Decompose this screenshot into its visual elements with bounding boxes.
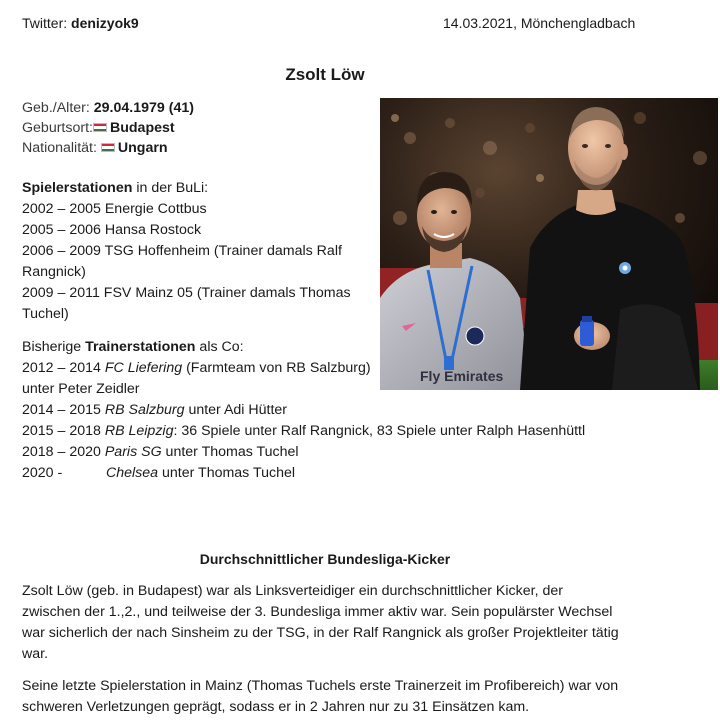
player-stations-heading — [22, 178, 367, 199]
coach-station-club: RB Salzburg — [104, 402, 185, 418]
coach-station-rest: unter Adi Hütter — [184, 402, 288, 418]
coach-station-years: 2020 - — [22, 465, 63, 481]
coach-station-rest: : 36 Spiele unter Ralf Rangnick, 83 Spiele unter Ralph Hasenhüttl — [173, 423, 586, 439]
twitter-label: Twitter: — [22, 15, 68, 31]
page-title: Zsolt Löw — [285, 65, 365, 84]
coach-station-rest: (Farmteam von RB Salzburg) unter Peter Zeidler — [22, 360, 371, 397]
birth-row — [22, 98, 194, 118]
twitter-line — [22, 14, 139, 32]
nationality-value: Ungarn — [117, 140, 168, 156]
coach-station-years: 2018 – 2020 — [22, 444, 105, 460]
player-station-item: 2005 – 2006 Hansa Rostock — [22, 222, 202, 238]
player-station-item: 2006 – 2009 TSG Hoffenheim (Trainer damals Ralf Rangnick) — [22, 243, 342, 280]
coach-station-years: 2012 – 2014 — [22, 360, 105, 376]
nationality-label: Nationalität: — [22, 140, 97, 156]
personal-info — [22, 98, 194, 158]
player-stations-heading-rest: in der BuLi: — [132, 180, 209, 196]
coach-station-rest: unter Thomas Tuchel — [161, 444, 299, 460]
nationality-row — [22, 138, 194, 158]
coach-station-club: RB Leipzig — [104, 423, 174, 439]
coach-stations-heading — [22, 337, 382, 358]
coach-station-club: Paris SG — [104, 444, 162, 460]
coaches-photo — [380, 98, 718, 390]
date-place: 14.03.2021, Mönchengladbach — [443, 15, 636, 31]
paragraph: Zsolt Löw (geb. in Budapest) war als Linksverteidiger ein durchschnittlicher Kicker, der zwischen der 1.,2., und teilweise der 3. Bundesliga immer aktiv war. Sein populärster Wechsel war sicherlich der nach Sinsheim zu der TSG, in der Ralf Rangnick als großer Projektleiter tätig war. — [22, 583, 619, 662]
coach-station-item — [22, 442, 382, 463]
birthplace-value: Budapest — [109, 120, 175, 136]
coach-heading-bold: Trainerstationen — [85, 339, 196, 355]
coach-heading-rest: als Co: — [195, 339, 244, 355]
coach-station-club: Chelsea — [106, 465, 159, 481]
coach-station-item — [22, 463, 382, 484]
coach-station-item — [22, 421, 586, 442]
paragraph: Seine letzte Spielerstation in Mainz (Thomas Tuchels erste Trainerzeit im Profibereich) war von schweren Verletzungen geprägt, sodass er in 2 Jahren nur zu 31 Einsätzen kam. — [22, 678, 619, 715]
coach-station-item — [22, 358, 382, 400]
hungary-flag-icon — [93, 123, 107, 132]
twitter-handle[interactable]: denizyok9 — [71, 15, 139, 31]
hungary-flag-icon — [101, 143, 115, 152]
player-station-item: 2002 – 2005 Energie Cottbus — [22, 201, 207, 217]
birthplace-label: Geburtsort: — [22, 120, 93, 136]
coach-heading-pre: Bisherige — [22, 339, 86, 355]
section-subtitle: Durchschnittlicher Bundesliga-Kicker — [199, 551, 451, 567]
birthplace-row — [22, 118, 194, 138]
player-stations-heading-bold: Spielerstationen — [22, 180, 133, 196]
birth-label: Geb./Alter: — [22, 100, 90, 116]
coach-station-club: FC Liefering — [104, 360, 183, 376]
shirt-sponsor-text: Fly Emirates — [420, 368, 504, 384]
birth-value: 29.04.1979 (41) — [93, 100, 194, 116]
coach-station-years: 2015 – 2018 — [22, 423, 105, 439]
player-stations — [22, 178, 367, 325]
coach-station-rest: unter Thomas Tuchel — [158, 465, 296, 481]
coach-station-item — [22, 400, 382, 421]
coach-station-years: 2014 – 2015 — [22, 402, 105, 418]
player-station-item: 2009 – 2011 FSV Mainz 05 (Trainer damals Thomas Tuchel) — [22, 285, 351, 322]
